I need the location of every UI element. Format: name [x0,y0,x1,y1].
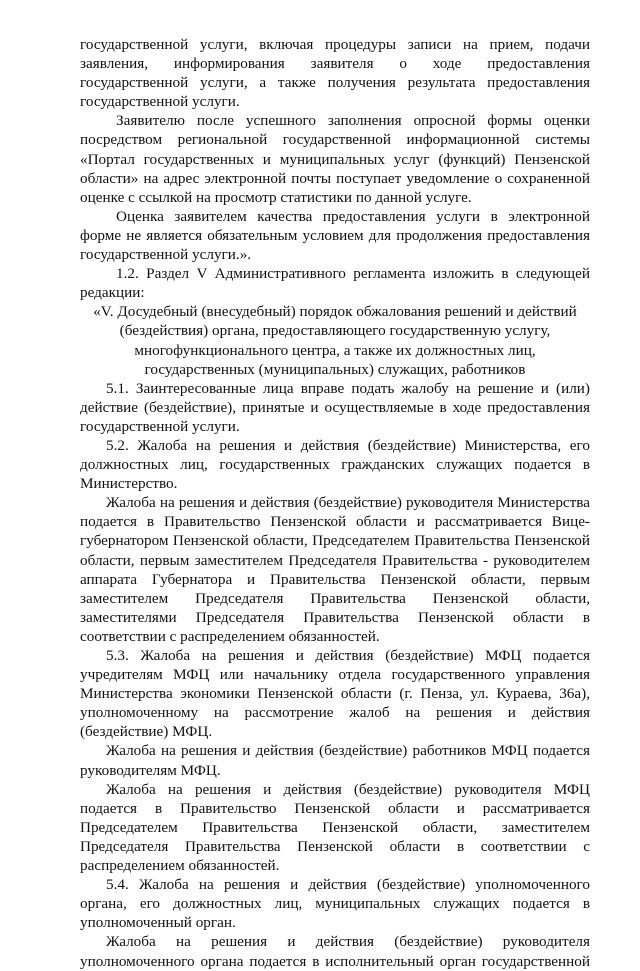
paragraph-continuation: государственной услуги, включая процедуры записи на прием, подачи заявления, информирования заявителя о ходе предоставления государственной услуги, а также получения результата предоставления государственной услуги. [80,36,590,111]
paragraph-authorized-head: Жалоба на решения и действия (бездействие) руководителя уполномоченного органа подается в исполнительный орган государственной [80,933,590,970]
paragraph-rating-optional: Оценка заявителем качества предоставления услуги в электронной форме не является обязательным условием для продолжения предоставления государственной услуги.». [80,207,590,264]
paragraph-5-4: 5.4. Жалоба на решения и действия (бездействие) уполномоченного органа, его должностных лиц, муниципальных служащих подается в уполномоченный орган. [80,876,590,932]
paragraph-rating-notification: Заявителю после успешного заполнения опросной формы оценки посредством региональной государственной информационной системы «Портал государственных и муниципальных услуг (функций) Пензенской области» на адрес электронной почты поступает уведомление о сохраненной оценке с ссылкой на просмотр статистики по данной услуге. [80,112,590,206]
paragraph-5-3: 5.3. Жалоба на решения и действия (бездействие) МФЦ подается учредителям МФЦ или начальнику отдела государственного управления Министерства экономики Пензенской области (г. Пенза, ул. Кураева, 36а), уполномоченному на рассмотрение жалоб на решения и действия (бездействие) МФЦ. [80,647,590,741]
section-heading: «V. Досудебный (внесудебный) порядок обжалования решений и действий (бездействия) органа, предоставляющего государственную услугу, многофункционального центра, а также их должностных лиц, государственных (муниципальных) служащих, работников [93,303,577,378]
paragraph-5-1: 5.1. Заинтересованные лица вправе подать жалобу на решение и (или) действие (бездействие), принятые и осуществляемые в ходе предоставления государственной услуги. [80,379,590,435]
paragraph-mfc-workers: Жалоба на решения и действия (бездействие) работников МФЦ подается руководителям МФЦ. [80,742,590,779]
paragraph-5-2: 5.2. Жалоба на решения и действия (бездействие) Министерства, его должностных лиц, государственных гражданских служащих подается в Министерство. [80,436,590,493]
paragraph-mfc-head: Жалоба на решения и действия (бездействие) руководителя МФЦ подается в Правительство Пензенской области и рассматривается Председателем Правительства Пензенской области, заместителем Председателя Правительства Пензенской области в соответствии с распределением обязанностей. [80,780,590,875]
paragraph-section-amendment: 1.2. Раздел V Административного регламента изложить в следующей редакции: [80,265,590,302]
paragraph-head-complaint: Жалоба на решения и действия (бездействие) руководителя Министерства подается в Правительство Пензенской области и рассматривается Вице-губернатором Пензенской области, Председателем Правительства Пензенской области, первым заместителем Председателя Правительства - руководителем аппарата Губернатора и Правительства Пензенской области, первым заместителем Председателя Правительства Пензенской области, заместителями Председателя Правительства Пензенской области в соответствии с распределением обязанностей. [80,494,590,645]
